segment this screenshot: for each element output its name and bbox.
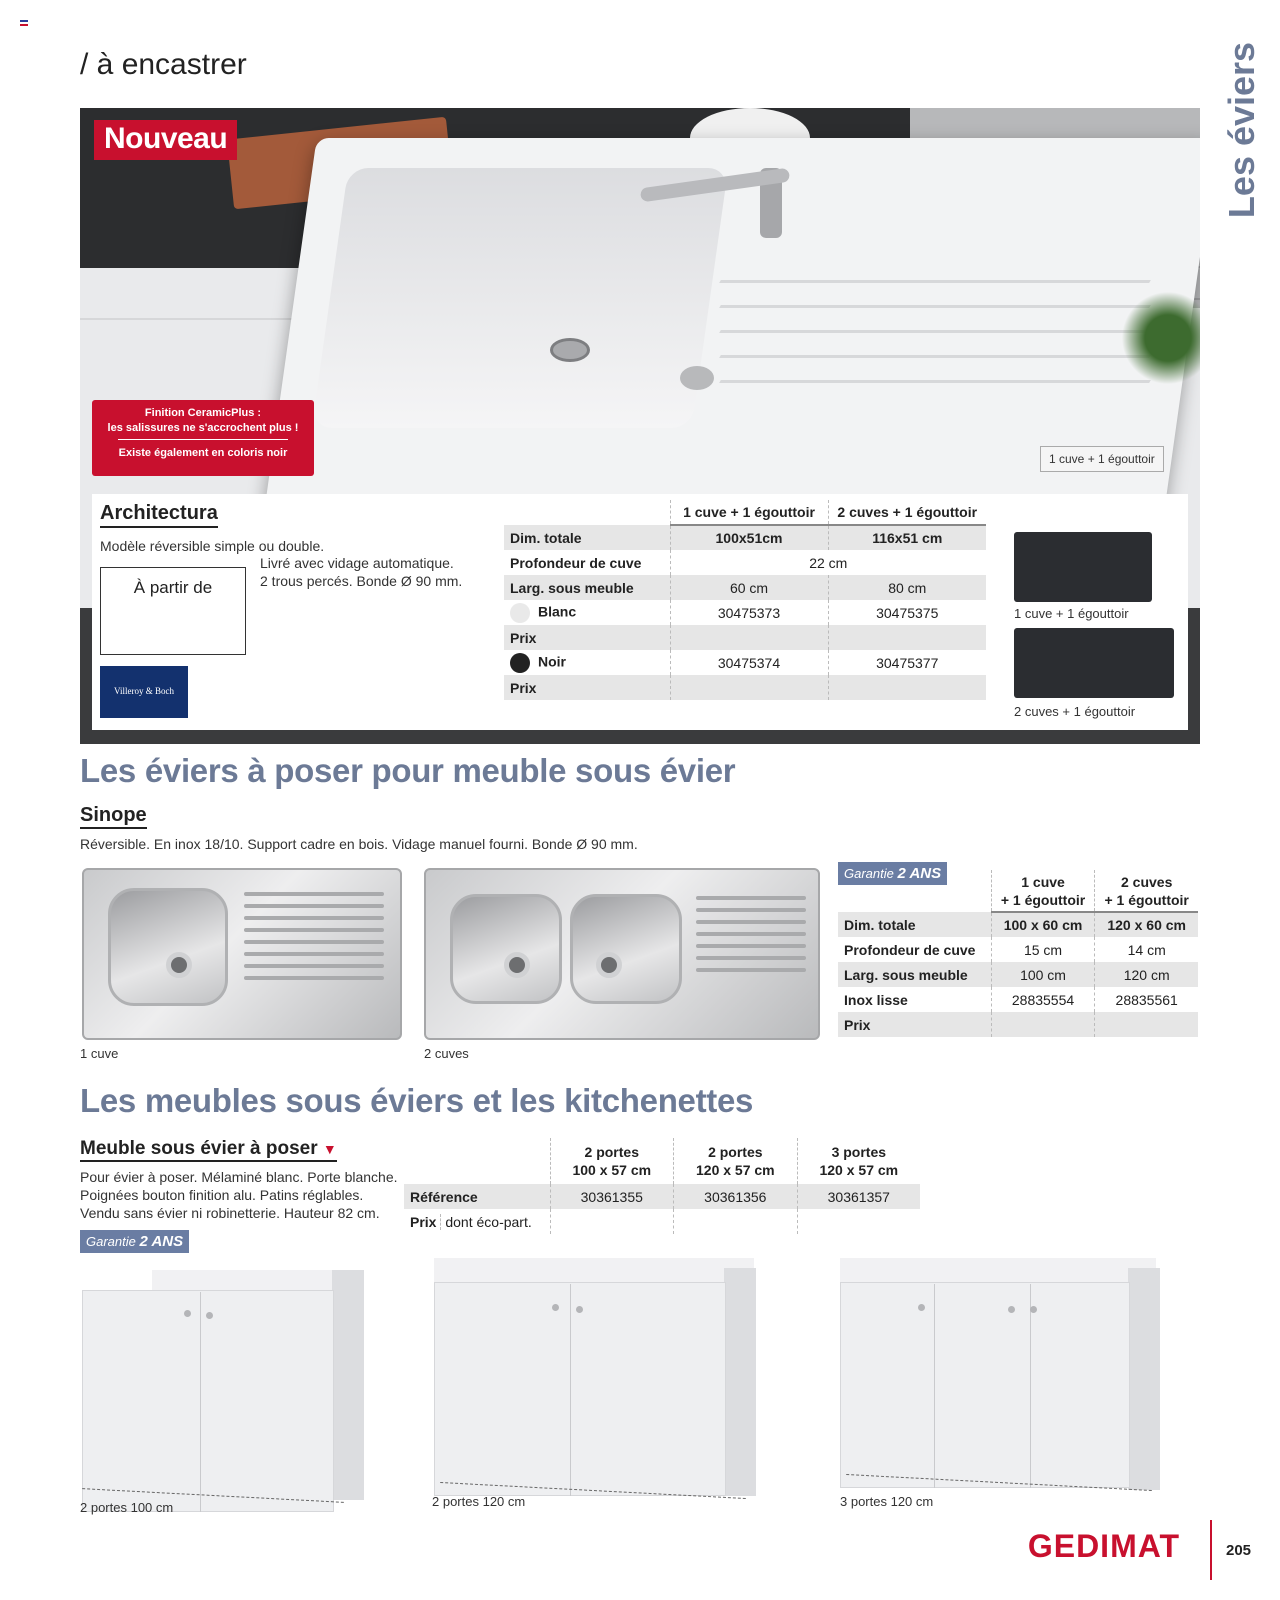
row-label: Prix (838, 1012, 991, 1037)
cell: 30475373 (670, 600, 828, 625)
faucet (640, 168, 840, 238)
cell: 30475374 (670, 650, 828, 675)
col-header: 2 portes 100 x 57 cm (550, 1138, 674, 1184)
cell: 100 x 60 cm (991, 912, 1095, 937)
row-label: Référence (404, 1184, 550, 1209)
black-sink-2-thumb (1014, 628, 1174, 698)
image-caption: 1 cuve + 1 égouttoir (1040, 446, 1164, 472)
row-label: Dim. totale (504, 525, 670, 550)
row-label: Larg. sous meuble (838, 962, 991, 987)
cell: 30475375 (828, 600, 986, 625)
row-label: Noir (538, 653, 566, 670)
brand-logo: Villeroy & Boch (100, 666, 188, 718)
section-heading: Les meubles sous éviers et les kitchenettes (80, 1082, 754, 1119)
plant (1120, 278, 1200, 398)
drain-knob (680, 366, 714, 390)
cell: 100x51cm (670, 525, 828, 550)
cell: 120 cm (1095, 962, 1198, 987)
product-name: Meuble sous évier à poser ▼ (80, 1138, 337, 1162)
cell: 30361356 (674, 1184, 798, 1209)
row-label: Blanc (538, 603, 577, 620)
meuble-spec-table (404, 1138, 920, 1234)
cell: 22 cm (670, 550, 986, 575)
architectura-spec-table (504, 500, 986, 700)
architectura-panel (92, 494, 1188, 730)
col-header: 3 portes 120 x 57 cm (797, 1138, 920, 1184)
image-caption: 1 cuve (80, 1046, 119, 1061)
thumb-caption: 2 cuves + 1 égouttoir (1014, 704, 1136, 719)
footer-divider (1210, 1520, 1212, 1580)
col-header: 2 portes 120 x 57 cm (674, 1138, 798, 1184)
white-swatch-icon (510, 603, 530, 623)
price-box: À partir de (100, 567, 246, 655)
sinope-spec-table (838, 870, 1198, 1037)
cell: 30475377 (828, 650, 986, 675)
garantie-badge: Garantie 2 ANS (838, 862, 947, 885)
cell: 15 cm (991, 937, 1095, 962)
image-caption: 2 portes 120 cm (432, 1494, 526, 1509)
row-label: Inox lisse (844, 991, 908, 1008)
cabinet-3-portes-120 (840, 1258, 1170, 1494)
cell: 30361357 (797, 1184, 920, 1209)
sinope-1-cuve-image (82, 868, 402, 1040)
cabinet-2-portes-120 (434, 1258, 764, 1498)
promo-line1: Finition CeramicPlus : (144, 407, 262, 419)
cell: 80 cm (828, 575, 986, 600)
cabinet-2-portes-100 (82, 1262, 372, 1502)
row-label: Prix (410, 1213, 437, 1230)
cell: 30361355 (550, 1184, 674, 1209)
side-title: Les éviers (1221, 41, 1262, 219)
black-sink-1-thumb (1014, 532, 1152, 602)
row-label: Prix (504, 675, 670, 700)
promo-line3: Existe également en coloris noir (118, 447, 288, 459)
product-desc: Modèle réversible simple ou double. (100, 538, 325, 554)
drain-icon (550, 338, 590, 362)
cell: 116x51 cm (828, 525, 986, 550)
new-badge: Nouveau (94, 120, 237, 160)
cell: 60 cm (670, 575, 828, 600)
eco-part: dont éco-part. (440, 1214, 531, 1230)
col-header: 1 cuve + 1 égouttoir (991, 870, 1095, 912)
cell: 100 cm (991, 962, 1095, 987)
col-header: 2 cuves + 1 égouttoir (1095, 870, 1198, 912)
product-desc: Réversible. En inox 18/10. Support cadre en bois. Vidage manuel fourni. Bonde Ø 90 mm. (80, 836, 638, 852)
section-heading: Les éviers à poser pour meuble sous évier (80, 752, 736, 789)
col-header: 1 cuve + 1 égouttoir (670, 500, 828, 525)
product-desc-2: Livré avec vidage automatique. 2 trous percés. Bonde Ø 90 mm. (260, 555, 463, 589)
image-caption: 2 cuves (424, 1046, 469, 1061)
thumb-caption: 1 cuve + 1 égouttoir (1014, 606, 1129, 621)
image-caption: 2 portes 100 cm (80, 1500, 174, 1515)
section-title: / à encastrer (80, 48, 247, 81)
cell: 28835561 (1095, 987, 1198, 1012)
gedimat-logo: GEDIMAT (1027, 1528, 1180, 1564)
product-name: Sinope (80, 804, 147, 829)
sinope-2-cuves-image (424, 868, 820, 1040)
product-desc: Pour évier à poser. Mélaminé blanc. Porte blanche. Poignées bouton finition alu. Patins réglables. Vendu sans évier ni robinetterie. Hauteur 82 cm. (80, 1169, 398, 1221)
row-label: Profondeur de cuve (510, 554, 642, 571)
product-name: Architectura (100, 502, 218, 528)
flag-icon (20, 20, 28, 26)
drainer-ribs (720, 258, 1150, 458)
promo-line2: les salissures ne s'accrochent plus ! (107, 422, 299, 434)
cell: 28835554 (991, 987, 1095, 1012)
row-label: Larg. sous meuble (504, 575, 670, 600)
row-label: Prix (504, 625, 670, 650)
col-header: 2 cuves + 1 égouttoir (828, 500, 986, 525)
black-swatch-icon (510, 653, 530, 673)
image-caption: 3 portes 120 cm (840, 1494, 934, 1509)
cell: 14 cm (1095, 937, 1198, 962)
page-number: 205 (1226, 1542, 1252, 1559)
triangle-down-icon: ▼ (322, 1141, 337, 1157)
cell: 120 x 60 cm (1095, 912, 1198, 937)
row-label: Profondeur de cuve (844, 941, 976, 958)
promo-box (92, 400, 314, 476)
row-label: Dim. totale (838, 912, 991, 937)
garantie-badge: Garantie 2 ANS (80, 1230, 189, 1253)
